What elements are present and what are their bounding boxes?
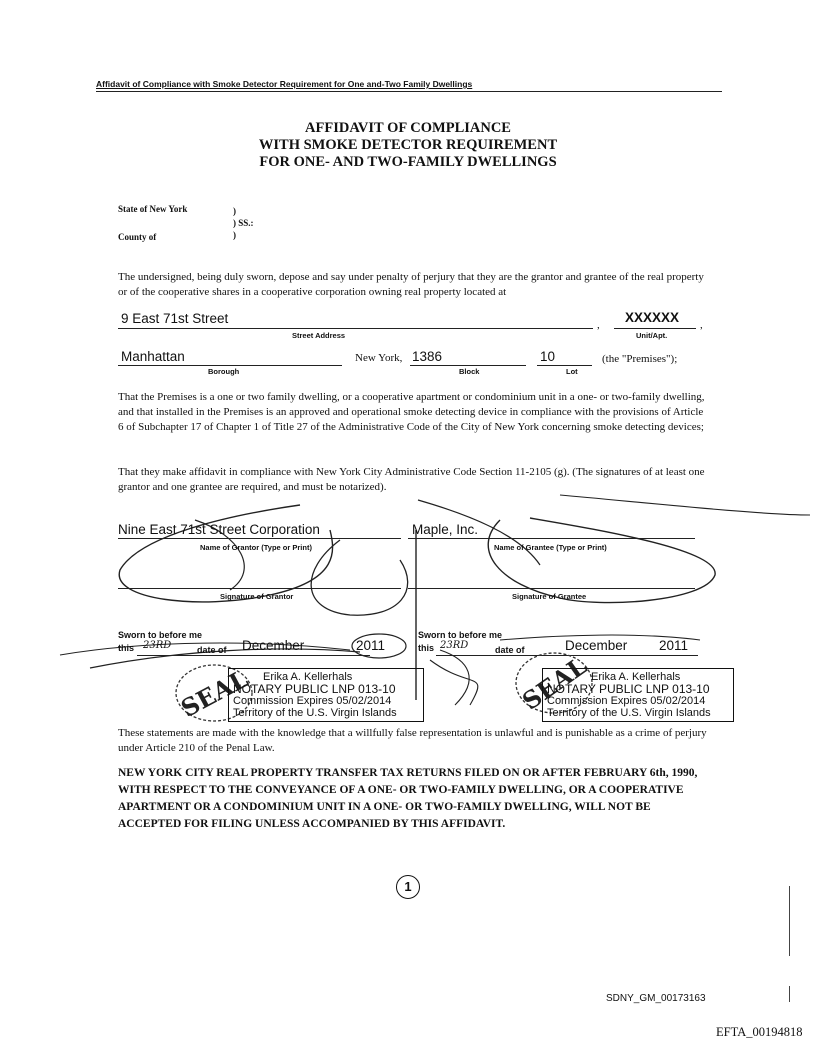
grantor-signature-caption: Signature of Grantor bbox=[220, 592, 294, 601]
intro-paragraph: The undersigned, being duly sworn, depose and say under penalty of perjury that they are the grantor and grantee of the real property or of the cooperative shares in a cooperative corporation owning real property located at bbox=[118, 271, 704, 298]
grantor-year: 2011 bbox=[356, 638, 386, 653]
notary-stamp-right bbox=[542, 668, 734, 722]
block-value: 1386 bbox=[412, 349, 443, 364]
grantor-day: 23RD bbox=[143, 640, 172, 651]
grantor-date-of: date of bbox=[197, 645, 227, 655]
lot-line bbox=[537, 365, 592, 366]
grantee-signature-caption: Signature of Grantee bbox=[512, 592, 587, 601]
street-address-caption: Street Address bbox=[292, 331, 346, 340]
comma: , bbox=[597, 319, 600, 331]
block-caption: Block bbox=[459, 367, 480, 376]
venue-county: County of bbox=[118, 232, 157, 242]
notary-left-name: Erika A. Kellerhals bbox=[263, 671, 353, 683]
grantee-month: December bbox=[565, 638, 628, 653]
title-line-1: AFFIDAVIT OF COMPLIANCE bbox=[305, 120, 511, 136]
perjury-statement: These statements are made with the knowledge that a willfully false representation is unlawful and is punishable as a crime of perjury under Article 210 of the Penal Law. bbox=[118, 727, 707, 754]
page-number: 1 bbox=[396, 875, 420, 899]
premises-text: (the "Premises"); bbox=[602, 353, 678, 365]
bates-number: SDNY_GM_00173163 bbox=[606, 993, 706, 1004]
notary-right-name: Erika A. Kellerhals bbox=[591, 671, 681, 683]
running-header: Affidavit of Compliance with Smoke Detector Requirement for One and-Two Family Dwellings bbox=[96, 79, 473, 89]
notary-left-territory: Territory of the U.S. Virgin Islands bbox=[233, 707, 397, 719]
borough-line bbox=[118, 365, 342, 366]
venue-ss: ) SS.: bbox=[233, 218, 254, 228]
grantor-signature-line bbox=[118, 588, 401, 589]
block-line bbox=[410, 365, 526, 366]
notary-right-expires: Commission Expires 05/02/2014 bbox=[547, 695, 706, 707]
grantee-signature-line bbox=[408, 588, 695, 589]
comma-2: , bbox=[700, 319, 703, 331]
efta-number: EFTA_00194818 bbox=[716, 1025, 803, 1039]
scan-mark-1 bbox=[789, 886, 790, 956]
grantee-name-value: Maple, Inc. bbox=[412, 522, 479, 537]
grantee-year: 2011 bbox=[659, 638, 689, 653]
filing-notice: NEW YORK CITY REAL PROPERTY TRANSFER TAX RETURNS FILED ON OR AFTER FEBRUARY 6th, 1990, WITH RESPECT TO THE CONVEYANCE OF A ONE- OR TWO-FAMILY DWELLING, OR A COOPERATIVE APARTMENT OR A CONDOMINIUM UNIT IN A ONE- OR TWO-FAMILY DWELLING, WILL NOT BE ACCEPTED FOR FILING UNLESS ACCOMPANIED BY THIS AFFIDAVIT. bbox=[118, 767, 698, 830]
scan-mark-2 bbox=[789, 986, 790, 1002]
grantor-sworn: Sworn to before me bbox=[118, 630, 203, 640]
street-address-value: 9 East 71st Street bbox=[121, 311, 229, 326]
grantor-name-value: Nine East 71st Street Corporation bbox=[118, 522, 320, 537]
lot-caption: Lot bbox=[566, 367, 578, 376]
notary-stamp-left bbox=[228, 668, 424, 722]
street-address-line bbox=[118, 328, 593, 329]
borough-caption: Borough bbox=[208, 367, 240, 376]
borough-value: Manhattan bbox=[121, 349, 185, 364]
seal-left-text: SEAL bbox=[176, 663, 253, 723]
premises-paragraph: That the Premises is a one or two family dwelling, or a cooperative apartment or condominium unit in a one- or two-family dwelling, and that installed in the Premises is an approved and operational smoke detecting device in compliance with the provisions of Article 6 of Subchapter 17 of Chapter 1 of Title 27 of the Administrative Code of the City of New York concerning smoke detecting devices; bbox=[118, 391, 705, 433]
venue-state: State of New York bbox=[118, 204, 188, 214]
grantee-sworn: Sworn to before me bbox=[418, 630, 503, 640]
title-line-3: FOR ONE- AND TWO-FAMILY DWELLINGS bbox=[259, 154, 557, 170]
grantee-date-of: date of bbox=[495, 645, 525, 655]
venue-paren-3: ) bbox=[233, 230, 236, 240]
grantor-this: this bbox=[118, 643, 135, 653]
grantor-name-caption: Name of Grantor (Type or Print) bbox=[200, 543, 312, 552]
grantee-name-line bbox=[408, 538, 695, 539]
year-circle bbox=[350, 632, 408, 660]
notary-right-territory: Territory of the U.S. Virgin Islands bbox=[547, 707, 711, 719]
grantor-month: December bbox=[242, 638, 305, 653]
lot-value: 10 bbox=[540, 349, 556, 364]
venue-paren-1: ) bbox=[233, 206, 236, 216]
grantee-this: this bbox=[418, 643, 435, 653]
grantor-name-line bbox=[118, 538, 401, 539]
unit-caption: Unit/Apt. bbox=[636, 331, 668, 340]
grantee-name-caption: Name of Grantee (Type or Print) bbox=[494, 543, 607, 552]
notary-left-expires: Commission Expires 05/02/2014 bbox=[233, 695, 392, 707]
unit-line bbox=[614, 328, 696, 329]
grantee-day: 23RD bbox=[440, 640, 469, 651]
grantor-date-line bbox=[137, 655, 370, 656]
unit-value: XXXXXX bbox=[625, 310, 680, 325]
city-text: New York, bbox=[355, 352, 403, 364]
header-rule bbox=[96, 91, 722, 92]
title-line-2: WITH SMOKE DETECTOR REQUIREMENT bbox=[258, 137, 558, 153]
notary-left-title: NOTARY PUBLIC LNP 013-10 bbox=[233, 682, 396, 696]
affidavit-paragraph: That they make affidavit in compliance with New York City Administrative Code Section 11-2105 (g). (The signatures of at least one grantor and one grantee are required, and must be notarized). bbox=[118, 466, 705, 493]
notary-right-title: NOTARY PUBLIC LNP 013-10 bbox=[547, 682, 710, 696]
seal-right-text: SEAL bbox=[516, 651, 592, 716]
